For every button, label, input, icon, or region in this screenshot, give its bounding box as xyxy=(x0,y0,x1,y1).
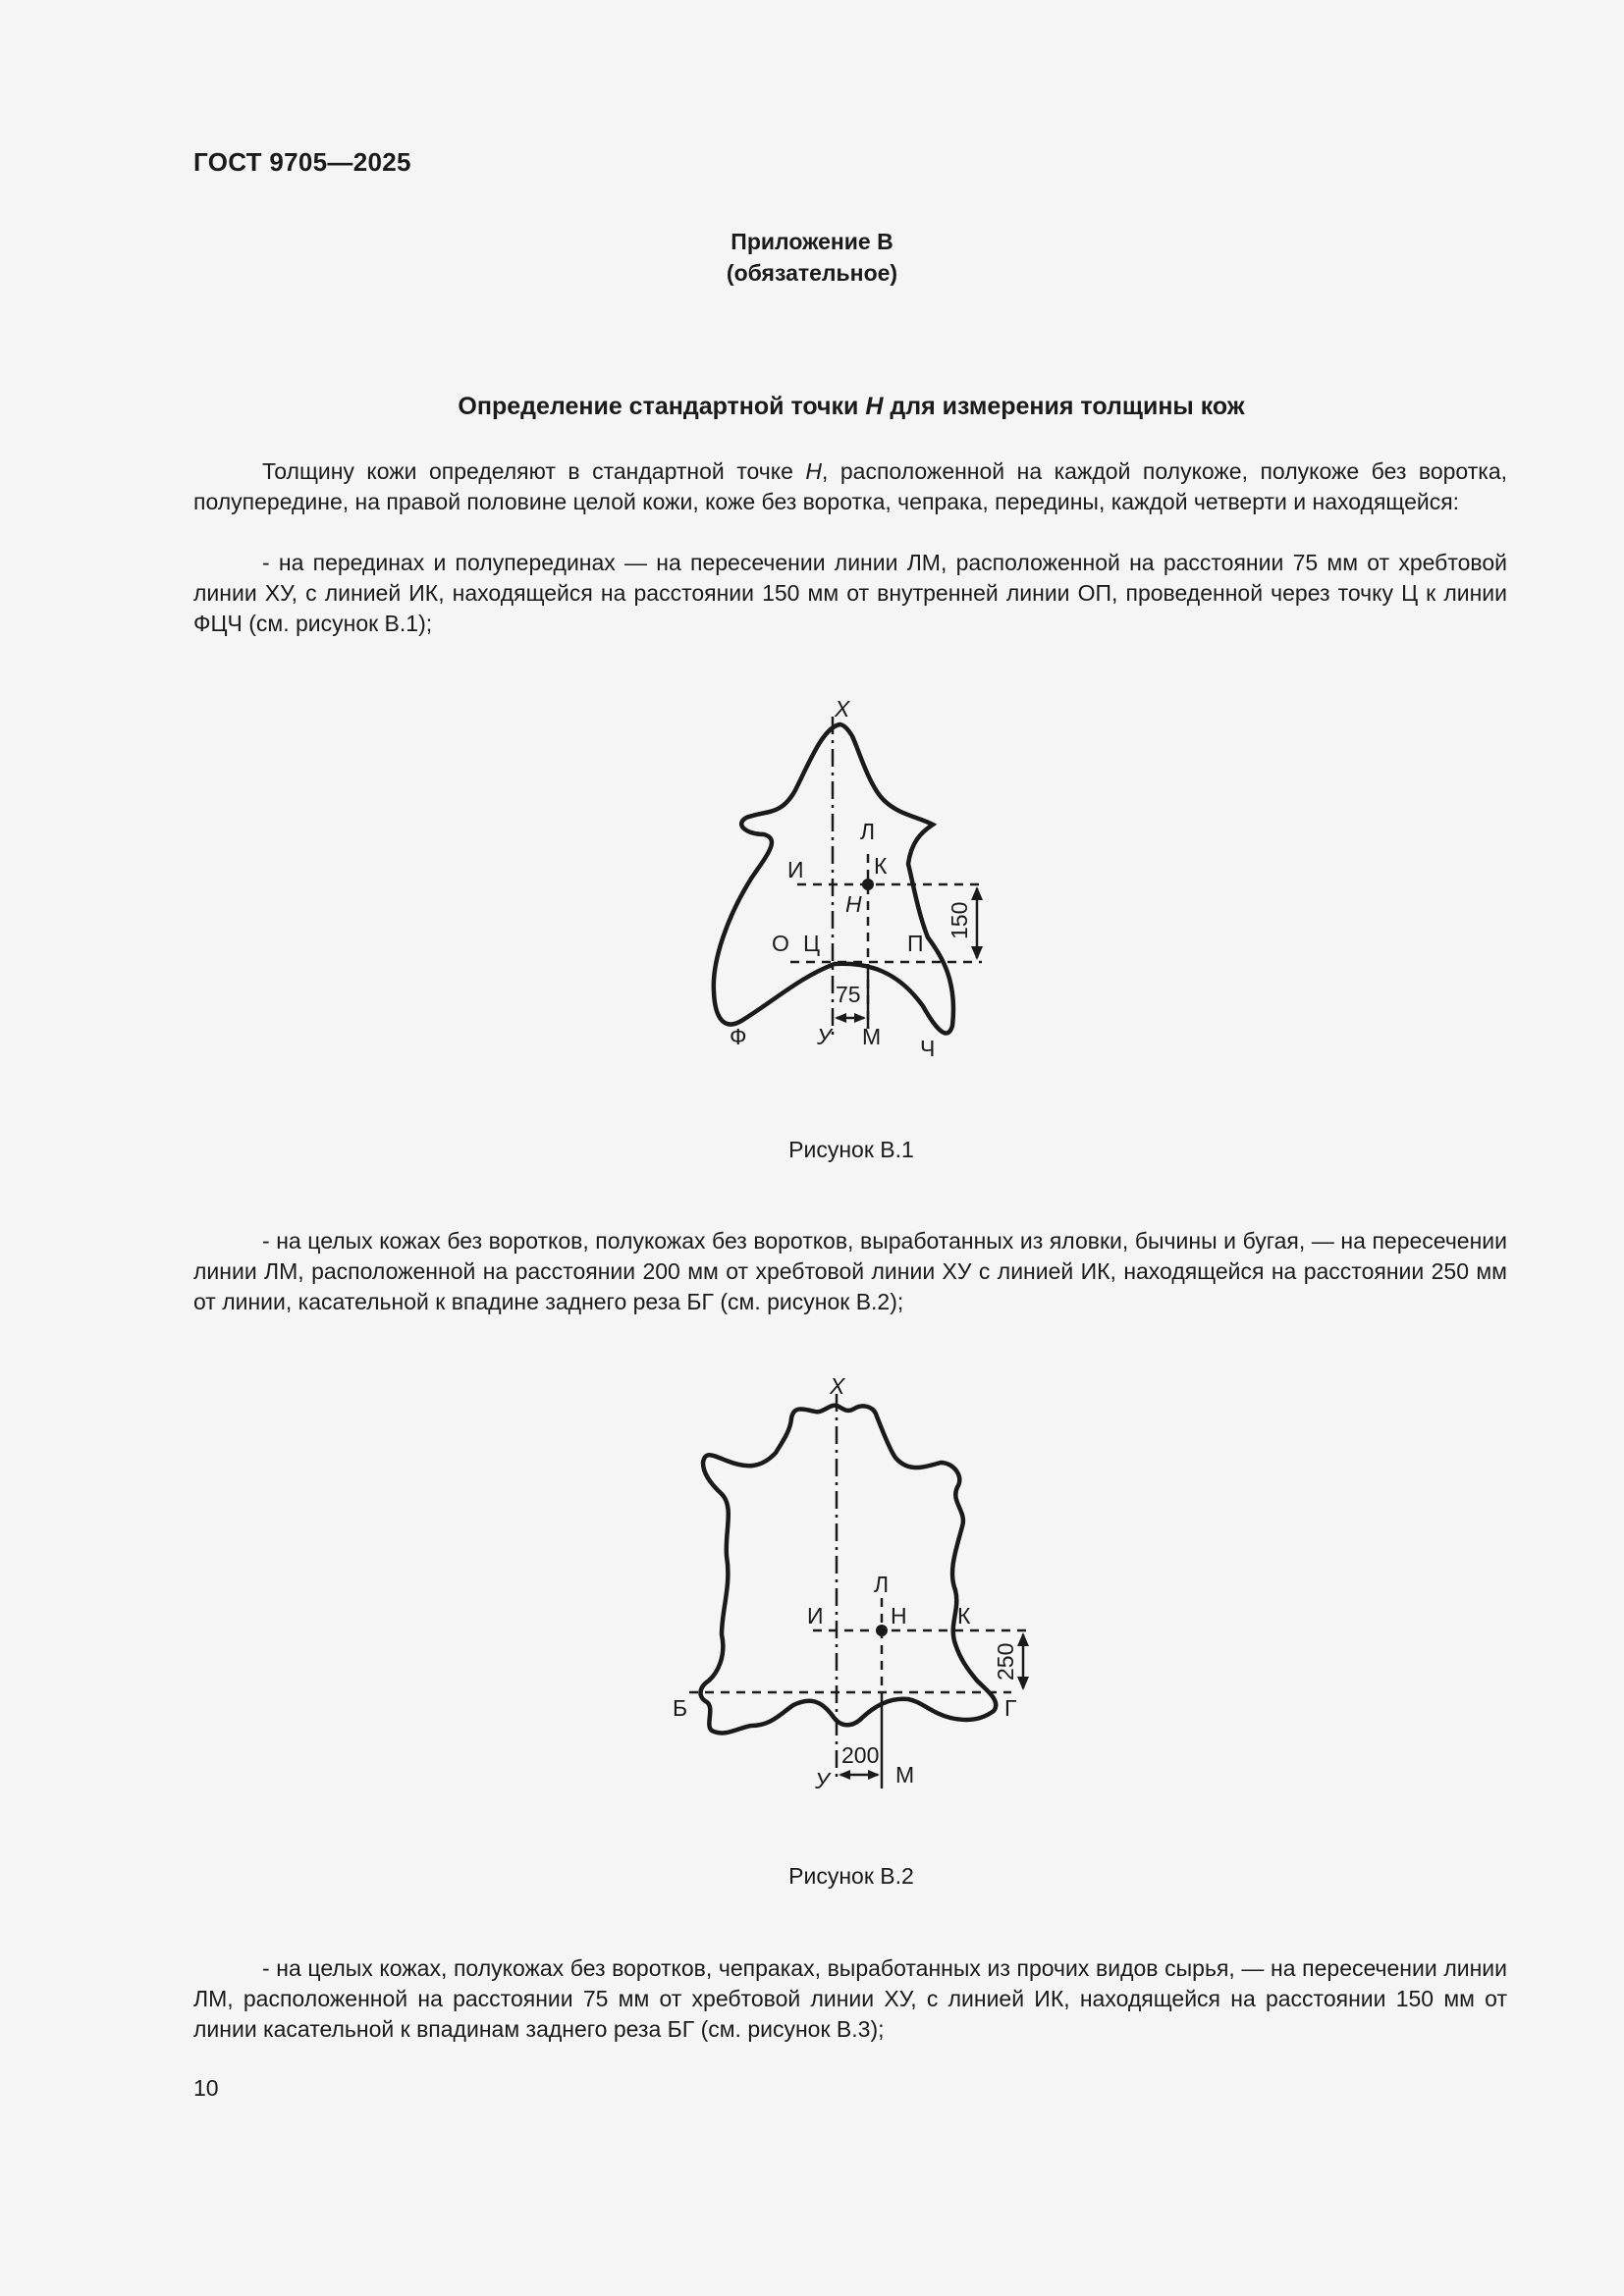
page-number: 10 xyxy=(193,2075,219,2101)
label-l: Л xyxy=(860,819,876,844)
label-m: М xyxy=(895,1762,915,1788)
paragraph-2-text: - на перединах и полуперединах — на пересечении линии ЛМ, расположенной на расстоянии 75 мм от хребтовой линии ХУ, с линией ИК, находящейся на расстоянии 150 мм от внутренней линии ОП, проведенной через точку Ц к линии ФЦЧ (см. рисунок В.1); xyxy=(193,550,1507,636)
label-b: Б xyxy=(673,1695,688,1721)
label-o: О xyxy=(772,931,789,956)
label-g: Г xyxy=(1004,1695,1017,1721)
paragraph-1-point: Н xyxy=(805,458,823,484)
annex-title: Приложение В xyxy=(731,229,893,254)
label-x: Х xyxy=(835,696,850,721)
label-i: И xyxy=(787,857,804,882)
label-ts: Ц xyxy=(803,931,821,956)
dimension-arrow-icon xyxy=(868,1770,880,1780)
label-p: П xyxy=(907,931,924,956)
label-ch: Ч xyxy=(920,1036,936,1061)
section-title-text-2: для измерения толщины кож xyxy=(883,393,1245,420)
point-h-marker xyxy=(876,1625,888,1636)
label-i: И xyxy=(807,1603,824,1629)
hide-outline xyxy=(701,1406,997,1734)
paragraph-1-text-a: Толщину кожи определяют в стандартной точке xyxy=(262,458,806,484)
figure-b2-caption: Рисунок В.2 xyxy=(788,1863,914,1889)
paragraph-4 xyxy=(193,1953,1507,2045)
label-h: Н xyxy=(845,891,862,917)
paragraph-4-text: - на целых кожах, полукожах без воротков, чепраках, выработанных из прочих видов сырья, — на пересечении линии ЛМ, расположенной на расстоянии 75 мм от хребтовой линии ХУ, с линией ИК, находящейся на расстоянии 150 мм от линии касательной к впадинам заднего реза БГ (см. рисунок В.3); xyxy=(193,1955,1507,2042)
dimension-200-label: 200 xyxy=(841,1742,880,1768)
dimension-arrow-icon xyxy=(839,1770,850,1780)
label-x: Х xyxy=(830,1373,845,1399)
dimension-arrow-icon xyxy=(1017,1677,1029,1690)
label-y: У xyxy=(817,1024,832,1049)
section-title-text-1: Определение стандартной точки xyxy=(458,393,866,420)
dimension-150-label: 150 xyxy=(947,901,972,939)
dimension-250-label: 250 xyxy=(993,1642,1018,1681)
paragraph-3-text: - на целых кожах без воротков, полукожах без воротков, выработанных из яловки, бычины и бугая, — на пересечении линии ЛМ, расположенной на расстоянии 200 мм от хребтовой линии ХУ с линией ИК, находящейся на расстоянии 250 мм от линии, касательной к впадине заднего реза БГ (см. рисунок В.2); xyxy=(193,1228,1507,1314)
label-k: К xyxy=(874,853,888,879)
dimension-arrow-icon xyxy=(1017,1632,1029,1646)
annex-status: (обязательное) xyxy=(726,260,898,286)
label-f: Ф xyxy=(730,1024,747,1049)
figure-b1-caption: Рисунок В.1 xyxy=(788,1137,914,1162)
label-y: У xyxy=(815,1768,830,1793)
document-code: ГОСТ 9705—2025 xyxy=(193,147,411,177)
paragraph-1-text-b: , расположенной на каждой полукоже, полукоже без воротка, полупередине, на правой половине целой кожи, коже без воротка, чепрака, передины, каждой четверти и находящейся: xyxy=(193,458,1507,514)
dimension-75-label: 75 xyxy=(836,982,861,1007)
label-k: К xyxy=(957,1603,971,1629)
label-h: Н xyxy=(891,1603,907,1629)
section-title-point: Н xyxy=(865,393,884,420)
label-l: Л xyxy=(874,1572,890,1597)
label-m: М xyxy=(862,1024,882,1049)
